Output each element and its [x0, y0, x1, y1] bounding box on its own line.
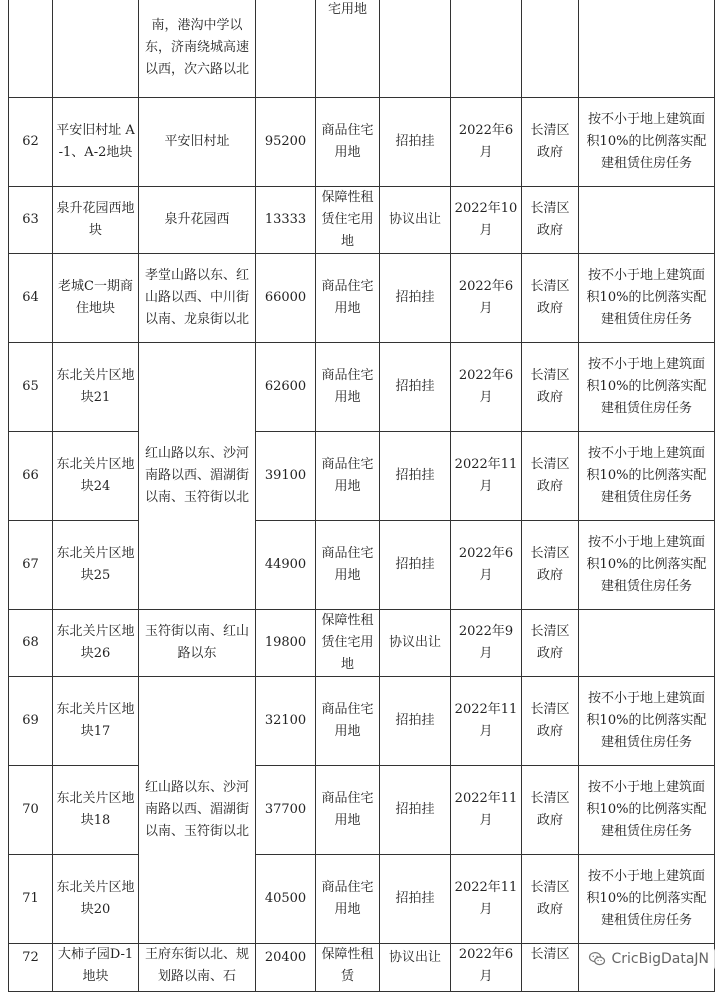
gov-cell: 长清区政府 — [522, 343, 579, 432]
plot-name: 泉升花园西地块 — [53, 187, 139, 254]
location-cell: 南，港沟中学以东，济南绕城高速以西，次六路以北 — [139, 0, 256, 98]
date-cell: 2022年11月 — [451, 677, 522, 766]
gov-cell: 长清区政府 — [522, 432, 579, 521]
plot-name: 东北关片区地块21 — [53, 343, 139, 432]
plot-name: 东北关片区地块26 — [53, 610, 139, 677]
gov-cell: 长清区政府 — [522, 677, 579, 766]
date-cell: 2022年6月 — [451, 343, 522, 432]
table-row — [9, 677, 715, 766]
area-cell: 20400 — [256, 944, 316, 992]
date-cell: 2022年11月 — [451, 766, 522, 855]
date-cell: 2022年11月 — [451, 432, 522, 521]
location-cell: 泉升花园西 — [139, 187, 256, 254]
table-row — [9, 343, 715, 432]
row-number: 63 — [9, 187, 53, 254]
use-cell: 宅用地 — [316, 0, 380, 98]
method-cell: 协议出让 — [380, 610, 451, 677]
gov-cell: 长清区政府 — [522, 254, 579, 343]
table-row — [9, 254, 715, 343]
use-cell: 商品住宅用地 — [316, 521, 380, 610]
note-cell: 按不小于地上建筑面积10%的比例落实配建租赁住房任务 — [579, 98, 715, 187]
area-cell: 32100 — [256, 677, 316, 766]
method-cell: 招拍挂 — [380, 521, 451, 610]
table-row — [9, 855, 715, 944]
land-plan-table — [8, 0, 715, 992]
location-cell: 玉符街以南、红山路以东 — [139, 610, 256, 677]
table-row — [9, 432, 715, 521]
area-cell: 66000 — [256, 254, 316, 343]
location-cell: 孝堂山路以东、红山路以西、中川街以南、龙泉街以北 — [139, 254, 256, 343]
plot-name: 东北关片区地块17 — [53, 677, 139, 766]
use-cell: 商品住宅用地 — [316, 766, 380, 855]
location-cell: 王府东街以北、规划路以南、石 — [139, 944, 256, 992]
area-cell: 13333 — [256, 187, 316, 254]
plot-name: 大柿子园D-1地块 — [53, 944, 139, 992]
date-cell: 2022年6月 — [451, 521, 522, 610]
location-cell: 红山路以东、沙河南路以西、湄湖街以南、玉符街以北 — [139, 343, 256, 610]
use-cell: 商品住宅用地 — [316, 254, 380, 343]
row-number: 65 — [9, 343, 53, 432]
method-cell: 招拍挂 — [380, 855, 451, 944]
row-number: 64 — [9, 254, 53, 343]
table-row — [9, 187, 715, 254]
area-cell: 37700 — [256, 766, 316, 855]
date-cell: 2022年6月 — [451, 944, 522, 992]
row-number: 66 — [9, 432, 53, 521]
use-cell: 商品住宅用地 — [316, 677, 380, 766]
table-row — [9, 521, 715, 610]
method-cell: 协议出让 — [380, 187, 451, 254]
note-cell: 按不小于地上建筑面积10%的比例落实配建租赁住房任务 — [579, 677, 715, 766]
gov-cell: 长清区政府 — [522, 521, 579, 610]
plot-name: 东北关片区地块18 — [53, 766, 139, 855]
method-cell: 招拍挂 — [380, 254, 451, 343]
use-cell: 商品住宅用地 — [316, 432, 380, 521]
row-number: 71 — [9, 855, 53, 944]
method-cell: 招拍挂 — [380, 766, 451, 855]
row-number: 72 — [9, 944, 53, 992]
area-cell: 40500 — [256, 855, 316, 944]
gov-cell: 长清区政府 — [522, 855, 579, 944]
row-number: 70 — [9, 766, 53, 855]
method-cell: 招拍挂 — [380, 677, 451, 766]
gov-cell: 长清区政府 — [522, 610, 579, 677]
gov-cell: 长清区政府 — [522, 98, 579, 187]
date-cell: 2022年6月 — [451, 98, 522, 187]
gov-cell: 长清区政府 — [522, 766, 579, 855]
note-cell: 按不小于地上建筑面积10%的比例落实配建租赁住房任务 — [579, 521, 715, 610]
plot-name: 东北关片区地块20 — [53, 855, 139, 944]
watermark-text: CricBigDataJN — [611, 951, 709, 967]
gov-cell: 长清区政府 — [522, 187, 579, 254]
method-cell: 招拍挂 — [380, 432, 451, 521]
area-cell: 39100 — [256, 432, 316, 521]
plot-name: 东北关片区地块25 — [53, 521, 139, 610]
date-cell: 2022年9月 — [451, 610, 522, 677]
table-row — [9, 610, 715, 677]
method-cell: 招拍挂 — [380, 98, 451, 187]
note-cell — [579, 610, 715, 677]
date-cell: 2022年11月 — [451, 855, 522, 944]
location-cell: 平安旧村址 — [139, 98, 256, 187]
note-cell — [579, 187, 715, 254]
area-cell: 19800 — [256, 610, 316, 677]
date-cell: 2022年10月 — [451, 187, 522, 254]
area-cell: 95200 — [256, 98, 316, 187]
plot-name: 东北关片区地块24 — [53, 432, 139, 521]
use-cell: 保障性租赁 — [316, 944, 380, 992]
method-cell: 协议出让 — [380, 944, 451, 992]
table-row-partial — [9, 0, 715, 98]
gov-cell: 长清区 — [522, 944, 579, 992]
plot-name: 平安旧村址 A-1、A-2地块 — [53, 98, 139, 187]
row-number: 68 — [9, 610, 53, 677]
area-cell: 62600 — [256, 343, 316, 432]
wechat-icon — [588, 950, 606, 968]
plot-name: 老城C一期商住地块 — [53, 254, 139, 343]
table-row — [9, 766, 715, 855]
use-cell: 保障性租赁住宅用地 — [316, 187, 380, 254]
use-cell: 商品住宅用地 — [316, 855, 380, 944]
note-cell: 按不小于地上建筑面积10%的比例落实配建租赁住房任务 — [579, 254, 715, 343]
method-cell: 招拍挂 — [380, 343, 451, 432]
date-cell: 2022年6月 — [451, 254, 522, 343]
note-cell: 按不小于地上建筑面积10%的比例落实配建租赁住房任务 — [579, 343, 715, 432]
row-number: 67 — [9, 521, 53, 610]
note-cell: 按不小于地上建筑面积10%的比例落实配建租赁住房任务 — [579, 432, 715, 521]
location-cell: 红山路以东、沙河南路以西、湄湖街以南、玉符街以北 — [139, 677, 256, 944]
use-cell: 商品住宅用地 — [316, 343, 380, 432]
table-row — [9, 98, 715, 187]
note-cell: 按不小于地上建筑面积10%的比例落实配建租赁住房任务 — [579, 766, 715, 855]
area-cell: 44900 — [256, 521, 316, 610]
use-cell: 保障性租赁住宅用地 — [316, 610, 380, 677]
row-number: 62 — [9, 98, 53, 187]
use-cell: 商品住宅用地 — [316, 98, 380, 187]
row-number: 69 — [9, 677, 53, 766]
note-cell: 按不小于地上建筑面积10%的比例落实配建租赁住房任务 — [579, 855, 715, 944]
watermark — [582, 948, 715, 970]
